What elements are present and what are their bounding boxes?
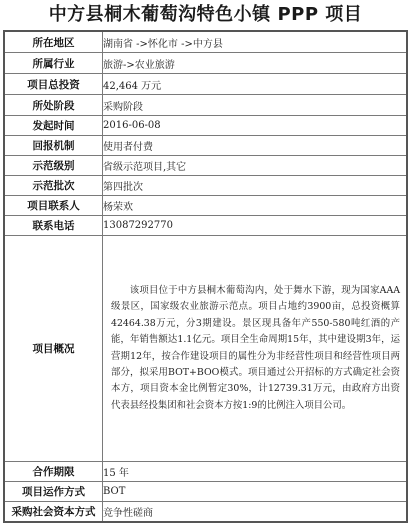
row-label: 项目运作方式	[4, 482, 103, 502]
table-row	[4, 196, 407, 216]
row-value: BOT	[103, 482, 408, 502]
table-row	[4, 216, 407, 236]
row-label: 合作期限	[4, 462, 103, 482]
row-value: 2016-06-08	[103, 116, 408, 136]
table-row	[4, 95, 407, 116]
row-label: 项目联系人	[4, 196, 103, 216]
table-row	[4, 136, 407, 156]
page-title: 中方县桐木葡萄沟特色小镇 PPP 项目	[48, 4, 363, 25]
table-row	[4, 502, 407, 523]
row-value: 13087292770	[103, 216, 408, 236]
project-info-table	[3, 30, 408, 523]
row-value: 采购阶段	[103, 95, 408, 116]
table-row	[4, 236, 407, 462]
row-label: 联系电话	[4, 216, 103, 236]
row-label: 所在地区	[4, 31, 103, 53]
row-label: 示范级别	[4, 156, 103, 176]
table-row	[4, 53, 407, 74]
row-label: 采购社会资本方式	[4, 502, 103, 523]
row-value: 15 年	[103, 462, 408, 482]
row-label: 所处阶段	[4, 95, 103, 116]
row-label: 发起时间	[4, 116, 103, 136]
row-label: 所属行业	[4, 53, 103, 74]
table-row	[4, 176, 407, 196]
row-value: 第四批次	[103, 176, 408, 196]
table-row	[4, 156, 407, 176]
row-value: 湖南省 ->怀化市 ->中方县	[103, 31, 408, 53]
row-label: 项目总投资	[4, 74, 103, 95]
row-label: 回报机制	[4, 136, 103, 156]
row-label: 项目概况	[4, 236, 103, 462]
row-value: 使用者付费	[103, 136, 408, 156]
table-row	[4, 482, 407, 502]
row-value: 竞争性磋商	[103, 502, 408, 523]
table-row	[4, 116, 407, 136]
table-row	[4, 462, 407, 482]
row-value: 42,464 万元	[103, 74, 408, 95]
row-value: 杨荣欢	[103, 196, 408, 216]
row-value: 省级示范项目,其它	[103, 156, 408, 176]
row-value: 旅游->农业旅游	[103, 53, 408, 74]
table-row	[4, 31, 407, 53]
project-overview-text: 该项目位于中方县桐木葡萄沟内，处于舞水下游，现为国家AAA级景区，国家级农业旅游示范点。项目占地约3900亩，总投资概算42464.38万元，分3期建设。景区现具备年产550-580吨红酒的产能，年销售额达1.1亿元。项目全生命周期15年，其中建设期3年，运营期12年，按合作建设项目的属性分为非经营性项目和经营性项目两部分，拟采用BOT+BOO模式。项目通过公开招标的方式确定社会资本方，项目资本金比例暂定30%，计12739.31万元，由政府方出资代表县经投集团和社会资本方按1:9的比例注入项目公司。	[103, 236, 408, 462]
table-row	[4, 74, 407, 95]
row-label: 示范批次	[4, 176, 103, 196]
